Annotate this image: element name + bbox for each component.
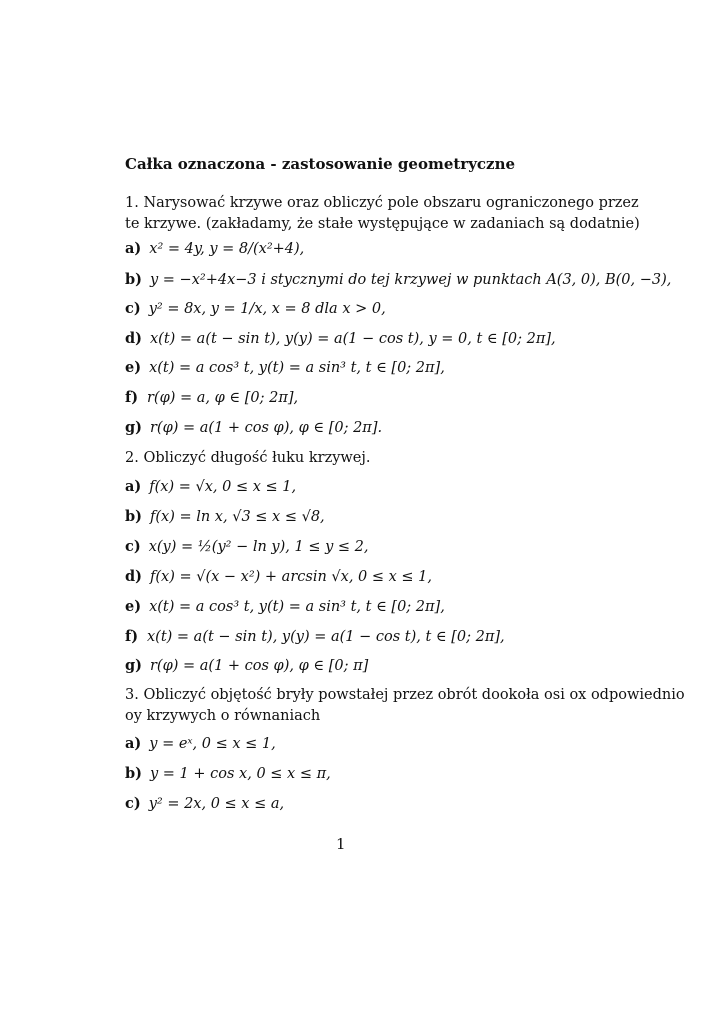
- item-label: b): [125, 271, 142, 288]
- list-item: [125, 628, 505, 645]
- list-item: [125, 389, 298, 406]
- list-item: [125, 765, 331, 782]
- list-item: [125, 508, 325, 525]
- item-label: a): [125, 240, 142, 257]
- item-label: e): [125, 598, 142, 615]
- item-formula: x(t) = a(t − sin t), y(y) = a(1 − cos t), t ∈ [0; 2π],: [147, 629, 505, 645]
- list-item: [125, 478, 296, 495]
- item-label: b): [125, 765, 142, 782]
- section-3-heading: [125, 685, 685, 727]
- section-1-heading: [125, 193, 640, 235]
- item-formula: y² = 8x, y = 1/x, x = 8 dla x > 0,: [148, 301, 386, 317]
- page-number: 1: [336, 835, 346, 853]
- section-2-heading-line: 2. Obliczyć długość łuku krzywej.: [125, 450, 371, 466]
- list-item: [125, 300, 386, 317]
- item-formula: x² = 4y, y = 8/(x²+4),: [149, 241, 305, 257]
- list-item: [125, 568, 432, 585]
- item-label: c): [125, 795, 141, 812]
- item-formula: x(t) = a cos³ t, y(t) = a sin³ t, t ∈ [0; 2π],: [149, 360, 445, 376]
- list-item: [125, 271, 671, 288]
- item-label: g): [125, 657, 142, 674]
- list-item: [125, 735, 276, 752]
- item-label: d): [125, 568, 142, 585]
- item-label: c): [125, 538, 141, 555]
- item-label: e): [125, 359, 142, 376]
- section-2-heading: [125, 448, 595, 469]
- section-3-heading-line: 3. Obliczyć objętość bryły powstałej przez obrót dookoła osi ox odpowiednio: [125, 687, 685, 703]
- item-label: b): [125, 508, 142, 525]
- item-formula: y = −x²+4x−3 i stycznymi do tej krzywej w punktach A(3, 0), B(0, −3),: [150, 272, 672, 288]
- item-formula: f(x) = √x, 0 ≤ x ≤ 1,: [149, 479, 297, 495]
- item-formula: f(x) = ln x, √3 ≤ x ≤ √8,: [150, 509, 325, 525]
- section-1-heading-line: 1. Narysować krzywe oraz obliczyć pole obszaru ograniczonego przez: [125, 195, 639, 211]
- item-formula: r(φ) = a, φ ∈ [0; 2π],: [147, 390, 299, 406]
- list-item: [125, 598, 445, 615]
- section-3-heading-line: oy krzywych o równaniach: [125, 708, 321, 724]
- list-item: [125, 359, 445, 376]
- item-formula: x(y) = ½(y² − ln y), 1 ≤ y ≤ 2,: [148, 539, 369, 555]
- document-title: Całka oznaczona - zastosowanie geometryczne: [125, 155, 516, 173]
- item-label: f): [125, 628, 139, 645]
- item-formula: x(t) = a cos³ t, y(t) = a sin³ t, t ∈ [0; 2π],: [149, 599, 445, 615]
- item-label: f): [125, 389, 139, 406]
- item-label: d): [125, 330, 142, 347]
- item-label: g): [125, 419, 142, 436]
- list-item: [125, 240, 304, 257]
- item-formula: x(t) = a(t − sin t), y(y) = a(1 − cos t), y = 0, t ∈ [0; 2π],: [150, 331, 556, 347]
- list-item: [125, 795, 284, 812]
- item-formula: r(φ) = a(1 + cos φ), φ ∈ [0; 2π].: [150, 420, 383, 436]
- item-label: a): [125, 735, 142, 752]
- list-item: [125, 538, 368, 555]
- item-formula: r(φ) = a(1 + cos φ), φ ∈ [0; π]: [150, 658, 369, 674]
- list-item: [125, 657, 368, 674]
- item-label: c): [125, 300, 141, 317]
- item-formula: y² = 2x, 0 ≤ x ≤ a,: [148, 796, 285, 812]
- section-1-heading-line: te krzywe. (zakładamy, że stałe występujące w zadaniach są dodatnie): [125, 216, 640, 232]
- list-item: [125, 330, 556, 347]
- item-formula: y = eˣ, 0 ≤ x ≤ 1,: [149, 736, 276, 752]
- item-label: a): [125, 478, 142, 495]
- item-formula: f(x) = √(x − x²) + arcsin √x, 0 ≤ x ≤ 1,: [150, 569, 433, 585]
- list-item: [125, 419, 382, 436]
- item-formula: y = 1 + cos x, 0 ≤ x ≤ π,: [150, 766, 331, 782]
